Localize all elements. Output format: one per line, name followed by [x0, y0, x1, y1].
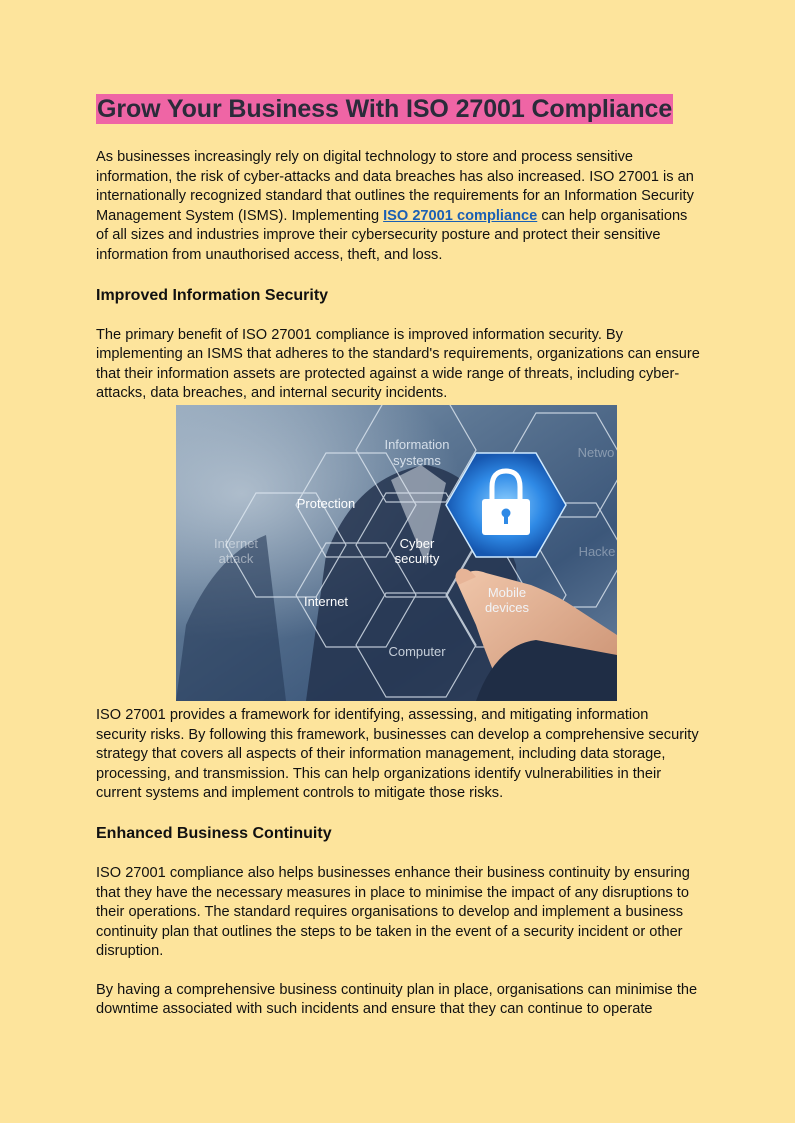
- page-title: Grow Your Business With ISO 27001 Compliance: [97, 95, 673, 123]
- business-continuity-paragraph-1: ISO 27001 compliance also helps businesses enhance their business continuity by ensuring that they have the necessary measures in place to minimise the impact of any disruptions to their operations. The standard requires organisations to develop and implement a business continuity plan that outlines the steps to be taken in the event of a security incident or other disruption.: [96, 864, 690, 960]
- intro-paragraph: [96, 148, 700, 266]
- intro-text-end: can help organisations of all sizes and industries improve their cybersecurity posture and protect their sensitive information from unauthorised access, theft, and loss.: [96, 207, 688, 263]
- information-security-paragraph-1: The primary benefit of ISO 27001 compliance is improved information security. By implementing an ISMS that adheres to the standard's requirements, organizations can ensure that their information assets are protected against a wide range of threats, including cyber-attacks, data breaches, and internal security incidents.: [96, 326, 700, 402]
- label-information-systems-1: Information: [384, 436, 450, 452]
- cyber-security-image: [176, 405, 617, 701]
- iso-27001-compliance-link[interactable]: ISO 27001 compliance: [383, 207, 538, 224]
- label-network: Netwo: [577, 444, 615, 460]
- intro-text-start: As businesses increasingly rely on digital technology to store and process sensitive information, the risk of cyber-attacks and data breaches has also increased. ISO 27001 is an internationally recognized standard that outlines the requirements for an Information Security Management System (ISMS). Implementing: [96, 149, 694, 224]
- label-mobile-devices-1: Mobile: [487, 584, 527, 600]
- business-continuity-paragraph-2: By having a comprehensive business continuity plan in place, organisations can minimise the downtime associated with such incidents and ensure that they can continue to operate: [96, 981, 698, 1018]
- label-information-systems-2: systems: [393, 452, 441, 468]
- label-mobile-devices-2: devices: [484, 599, 530, 615]
- section-heading-information-security: Improved Information Security: [96, 286, 329, 304]
- label-internet-attack-1: Internet: [213, 535, 259, 551]
- label-computer: Computer: [388, 643, 446, 659]
- section-heading-business-continuity: Enhanced Business Continuity: [96, 824, 332, 842]
- label-internet: Internet: [303, 593, 349, 609]
- label-hacker: Hacke: [578, 543, 616, 559]
- information-security-paragraph-2: ISO 27001 provides a framework for identifying, assessing, and mitigating information security risks. By following this framework, businesses can develop a comprehensive security strategy that covers all aspects of their information management, including data storage, processing, and transmission. This can help organizations identify vulnerabilities in their current systems and implement controls to mitigate those risks.: [96, 706, 699, 802]
- label-protection: Protection: [296, 495, 356, 511]
- document-page: [96, 94, 700, 1020]
- label-cyber-security-2: security: [394, 550, 440, 566]
- label-cyber-security-1: Cyber: [399, 535, 435, 551]
- label-internet-attack-2: attack: [218, 550, 254, 566]
